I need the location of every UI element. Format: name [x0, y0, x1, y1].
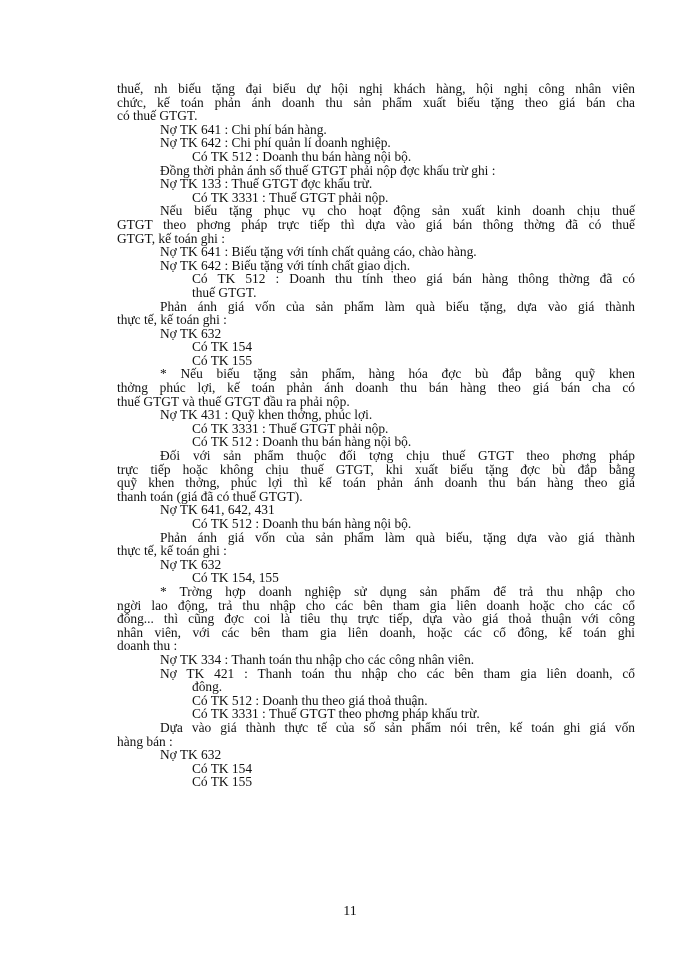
text-line: đông.: [192, 679, 223, 695]
text-line: Có TK 3331 : Thuế GTGT theo phơng pháp khấu trừ.: [192, 706, 480, 722]
text-line: thuế GTGT.: [192, 284, 257, 300]
text-line: * Trờng hợp doanh nghiệp sử dụng sản phẩm để trả thu nhập cho: [160, 583, 635, 599]
text-line: Nợ TK 632: [160, 556, 222, 572]
text-line: hàng bán :: [117, 733, 173, 749]
text-line: Có TK 154: [192, 339, 253, 355]
text-line: Phản ánh giá vốn của sản phẩm làm quà biếu, tặng dựa vào giá thành: [160, 529, 635, 545]
text-line: Nợ TK 334 : Thanh toán thu nhập cho các công nhân viên.: [160, 651, 475, 667]
text-line: Nợ TK 641 : Chi phí bán hàng.: [160, 121, 327, 137]
text-line: Có TK 154, 155: [192, 570, 279, 586]
text-line: Có TK 3331 : Thuế GTGT phải nộp.: [192, 189, 389, 205]
text-line: Nợ TK 431 : Quỹ khen thởng, phúc lợi.: [160, 407, 373, 423]
text-line: Nợ TK 641 : Biếu tặng với tính chất quảng cáo, chào hàng.: [160, 244, 477, 260]
text-line: * Nếu biếu tặng sản phẩm, hàng hóa đợc bù đắp bằng quỹ khen: [160, 366, 635, 382]
text-line: Nếu biếu tặng phục vụ cho hoạt động sản xuất kinh doanh chịu thuế: [160, 203, 635, 219]
text-line: thanh toán (giá đã có thuế GTGT).: [117, 488, 303, 504]
text-line: thởng phúc lợi, kế toán phản ánh doanh thu bán hàng theo giá bán cha có: [117, 380, 635, 396]
text-line: nhân viên, với các bên tham gia liên doanh, hoặc các cổ đông, kế toán ghi: [117, 624, 635, 640]
text-line: đông... thì cũng đợc coi là tiêu thụ trực tiếp, dựa vào giá thoả thuận với công: [117, 611, 635, 627]
text-line: Có TK 512 : Doanh thu tính theo giá bán hàng thông thờng đã có: [192, 271, 635, 287]
text-line: thực tế, kế toán ghi :: [117, 543, 227, 559]
text-line: quỹ khen thởng, phúc lợi thì kế toán phản ánh doanh thu bán hàng theo giá: [117, 475, 635, 491]
text-line: Nợ TK 133 : Thuế GTGT đợc khấu trừ.: [160, 176, 373, 192]
page-number: 11: [343, 904, 357, 919]
text-line: Có TK 154: [192, 760, 253, 776]
text-line: Đồng thời phản ánh số thuế GTGT phải nộp đợc khấu trừ ghi :: [160, 162, 496, 178]
text-line: Nợ TK 642 : Chi phí quản lí doanh nghiệp.: [160, 135, 391, 151]
text-line: Có TK 3331 : Thuế GTGT phải nộp.: [192, 420, 389, 436]
text-line: GTGT, kế toán ghi :: [117, 230, 225, 246]
text-line: có thuế GTGT.: [117, 108, 198, 124]
text-line: ngời lao động, trả thu nhập cho các bên tham gia liên doanh hoặc cho các cổ: [117, 597, 635, 613]
text-line: thuế, nh biếu tặng đại biểu dự hội nghị khách hàng, hội nghị công nhân viên: [117, 81, 635, 96]
text-line: Nợ TK 632: [160, 747, 222, 763]
text-line: thực tế, kế toán ghi :: [117, 312, 227, 328]
text-line: Có TK 512 : Doanh thu bán hàng nội bộ.: [192, 148, 412, 164]
page-body-text: [117, 82, 635, 789]
text-line: Có TK 512 : Doanh thu theo giá thoả thuận.: [192, 692, 428, 708]
text-line: Có TK 512 : Doanh thu bán hàng nội bộ.: [192, 516, 412, 531]
text-line: thuế GTGT và thuế GTGT đầu ra phải nộp.: [117, 393, 350, 409]
text-line: Phản ánh giá vốn của sản phẩm làm quà biếu tặng, dựa vào giá thành: [160, 298, 635, 314]
text-line: Nợ TK 641, 642, 431: [160, 502, 275, 518]
text-line: Nợ TK 632: [160, 325, 222, 341]
text-line: Có TK 512 : Doanh thu bán hàng nội bộ.: [192, 434, 412, 450]
text-line: Dựa vào giá thành thực tế của số sản phẩm nói trên, kế toán ghi giá vốn: [160, 719, 635, 735]
text-line: chức, kế toán phản ánh doanh thu sản phẩm xuất biếu tặng theo giá bán cha: [117, 94, 635, 110]
text-line: doanh thu :: [117, 638, 178, 654]
text-line: Nợ TK 421 : Thanh toán thu nhập cho các bên tham gia liên doanh, cổ: [160, 665, 635, 681]
text-line: trực tiếp hoặc không chịu thuế GTGT, khi xuất biếu tặng đợc bù đắp bằng: [117, 461, 635, 477]
text-line: Có TK 155: [192, 352, 253, 368]
text-line: Có TK 155: [192, 774, 253, 790]
text-line: GTGT theo phơng pháp trực tiếp thì dựa vào giá bán thông thờng đã có thuế: [117, 216, 635, 232]
text-line: Nợ TK 642 : Biếu tặng với tính chất giao dịch.: [160, 257, 411, 273]
text-line: Đối với sản phẩm thuộc đối tợng chịu thuế GTGT theo phơng pháp: [160, 448, 635, 464]
